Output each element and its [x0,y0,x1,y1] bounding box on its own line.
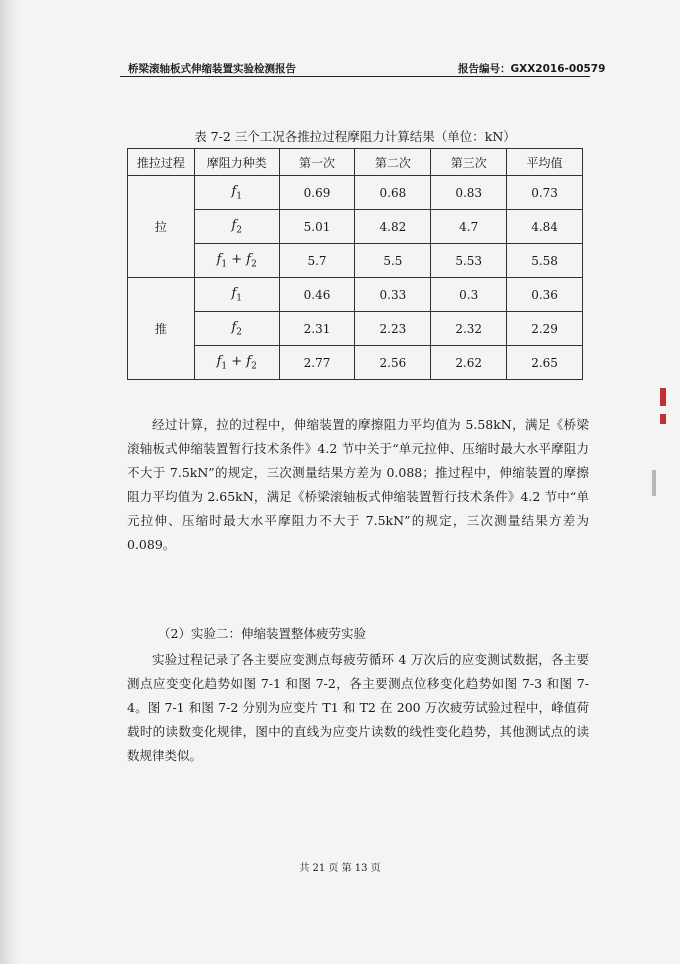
header-title: 桥梁滚轴板式伸缩装置实验检测报告 [128,63,296,75]
value-cell: 5.53 [431,244,507,278]
table-row [128,312,583,346]
process-cell: 拉 [128,176,195,278]
value-cell: 5.5 [355,244,431,278]
edge-stamp-mark [660,388,666,406]
edge-scan-mark [652,470,656,496]
value-cell: 4.7 [431,210,507,244]
col-header: 摩阻力种类 [194,149,279,176]
value-cell: 2.23 [355,312,431,346]
value-cell: 0.36 [507,278,583,312]
friction-type-cell: $f_1$ [194,176,279,210]
edge-stamp-mark [660,414,666,424]
col-header: 推拉过程 [128,149,195,176]
table-caption: 表 7-2 三个工况各推拉过程摩阻力计算结果（单位：kN） [194,129,516,144]
value-cell: 5.7 [279,244,355,278]
value-cell: 2.56 [355,346,431,380]
fatigue-paragraph [127,648,589,768]
value-cell: 2.77 [279,346,355,380]
table-row [128,210,583,244]
analysis-paragraph [127,413,589,557]
table-row [128,176,583,210]
friction-type-cell: $f_2$ [194,210,279,244]
page-binding-shadow [0,0,22,964]
value-cell: 0.3 [431,278,507,312]
col-header: 第一次 [279,149,355,176]
page-footer: 共 21 页 第 13 页 [299,863,381,874]
friction-type-cell: $f_2$ [194,312,279,346]
value-cell: 2.65 [507,346,583,380]
col-header: 第二次 [355,149,431,176]
value-cell: 2.62 [431,346,507,380]
table-header-row [128,149,583,176]
table-row [128,346,583,380]
process-cell: 推 [128,278,195,380]
table-row [128,278,583,312]
section-title: （2）实验二：伸缩装置整体疲劳实验 [158,626,366,641]
value-cell: 0.73 [507,176,583,210]
value-cell: 5.58 [507,244,583,278]
table-row [128,244,583,278]
paragraph-text: 经过计算，拉的过程中，伸缩装置的摩擦阻力平均值为 5.58kN，满足《桥梁滚轴板式伸缩装置暂行技术条件》4.2 节中关于“单元拉伸、压缩时最大水平摩阻力不大于 7.5kN”的规定，三次测量结果方差为 0.088；推过程中，伸缩装置的摩擦阻力平均值为 2.65kN，满足《桥梁滚轴板式伸缩装置暂行技术条件》4.2 节中“单元拉伸、压缩时最大水平摩阻力不大于 7.5kN”的规定，三次测量结果方差为 0.089。 [127,417,589,552]
value-cell: 2.32 [431,312,507,346]
value-cell: 5.01 [279,210,355,244]
col-header: 平均值 [507,149,583,176]
value-cell: 0.68 [355,176,431,210]
value-cell: 0.33 [355,278,431,312]
value-cell: 4.84 [507,210,583,244]
col-header: 第三次 [431,149,507,176]
friction-type-cell: $f_1 + f_2$ [194,346,279,380]
friction-type-cell: $f_1$ [194,278,279,312]
report-number: 报告编号：GXX2016-00579 [458,63,606,75]
value-cell: 2.29 [507,312,583,346]
friction-table [127,148,583,380]
value-cell: 2.31 [279,312,355,346]
friction-type-cell: $f_1 + f_2$ [194,244,279,278]
paragraph-text: 实验过程记录了各主要应变测点每疲劳循环 4 万次后的应变测试数据，各主要测点应变变化趋势如图 7-1 和图 7-2，各主要测点位移变化趋势如图 7-3 和图 7-4。图 7-1 和图 7-2 分别为应变片 T1 和 T2 在 200 万次疲劳试验过程中，峰值荷载时的读数变化规律，图中的直线为应变片读数的线性变化趋势，其他测试点的读数规律类似。 [127,652,589,763]
header-rule [120,76,590,77]
value-cell: 0.83 [431,176,507,210]
value-cell: 0.69 [279,176,355,210]
value-cell: 4.82 [355,210,431,244]
value-cell: 0.46 [279,278,355,312]
